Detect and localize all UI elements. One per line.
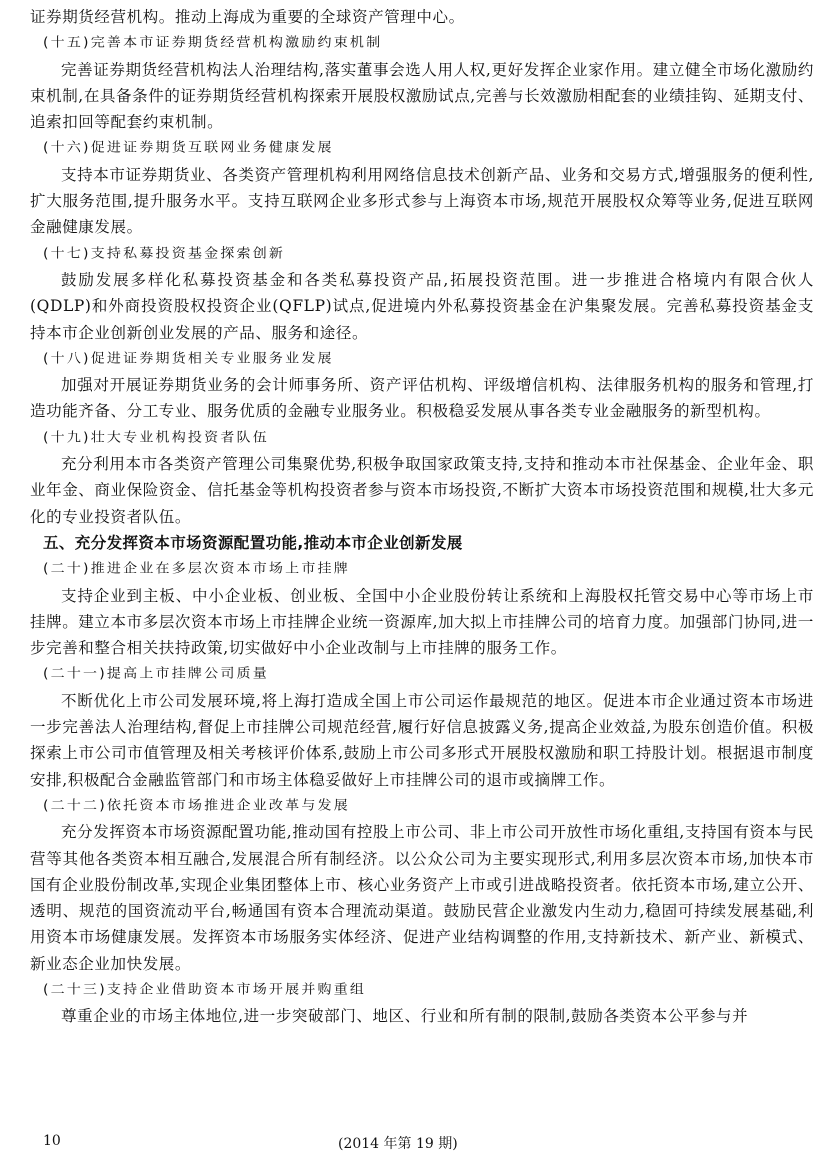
subsection-heading: (十九)壮大专业机构投资者队伍 xyxy=(43,430,269,446)
subsection-heading: (十六)促进证券期货互联网业务健康发展 xyxy=(43,141,334,156)
subsection-heading: (十五)完善本市证券期货经营机构激励约束机制 xyxy=(43,35,383,51)
paragraph: 充分利用本市各类资产管理公司集聚优势,积极争取国家政策支持,支持和推动本市社保基金、企业年金、职业年金、商业保险资金、信托基金等机构投资者参与资本市场投资,不断扩大资本市场投资范围和规模,壮大多元化的专业投资者队伍。 xyxy=(30,455,814,526)
subsection-heading: (二十三)支持企业借助资本市场开展并购重组 xyxy=(43,982,367,998)
subsection-heading: (十七)支持私募投资基金探索创新 xyxy=(43,246,286,262)
paragraph: 加强对开展证券期货业务的会计师事务所、资产评估机构、评级增信机构、法律服务机构的服务和管理,打造功能齐备、分工专业、服务优质的金融专业服务业。积极稳妥发展从事各类专业金融服务的新型机构。 xyxy=(30,376,814,421)
paragraph: 尊重企业的市场主体地位,进一步突破部门、地区、行业和所有制的限制,鼓励各类资本公平参与并 xyxy=(61,1007,749,1026)
subsection-heading: (二十二)依托资本市场推进企业改革与发展 xyxy=(43,798,350,814)
paragraph: 支持企业到主板、中小企业板、创业板、全国中小企业股份转让系统和上海股权托管交易中心等市场上市挂牌。建立本市多层次资本市场上市挂牌企业统一资源库,加大拟上市挂牌公司的培育力度。加强部门协同,进一步完善和整合相关扶持政策,切实做好中小企业改制与上市挂牌的服务工作。 xyxy=(30,586,814,658)
subsection-heading: (十八)促进证券期货相关专业服务业发展 xyxy=(43,351,334,367)
paragraph: 充分发挥资本市场资源配置功能,推动国有控股上市公司、非上市公司开放性市场化重组,支持国有资本与民营等其他各类资本相互融合,发展混合所有制经济。以公众公司为主要实现形式,利用多层次资本市场,加快本市国有企业股份制改革,实现企业集团整体上市、核心业务资产上市或引进战略投资者。依托资本市场,建立公开、透明、规范的国资流动平台,畅通国有资本合理流动渠道。鼓励民营企业激发内生动力,稳固可持续发展基础,利用资本市场健康发展。发挥资本市场服务实体经济、促进产业结构调整的作用,支持新技术、新产业、新模式、新业态企业加快发展。 xyxy=(30,823,814,973)
document-body xyxy=(30,4,814,1030)
page-number: 10 xyxy=(43,1133,61,1149)
issue-label: (2014 年第 19 期) xyxy=(338,1136,458,1152)
page-footer xyxy=(0,1133,827,1157)
section-heading: 五、充分发挥资本市场资源配置功能,推动本市企业创新发展 xyxy=(43,533,463,552)
paragraph: 支持本市证券期货业、各类资产管理机构利用网络信息技术创新产品、业务和交易方式,增强服务的便利性,扩大服务范围,提升服务水平。支持互联网企业多形式参与上海资本市场,规范开展股权众筹等业务,促进互联网金融健康发展。 xyxy=(30,165,814,237)
paragraph: 证券期货经营机构。推动上海成为重要的全球资产管理中心。 xyxy=(30,8,465,26)
subsection-heading: (二十一)提高上市挂牌公司质量 xyxy=(43,667,269,682)
subsection-heading: (二十)推进企业在多层次资本市场上市挂牌 xyxy=(43,561,350,577)
paragraph: 不断优化上市公司发展环境,将上海打造成全国上市公司运作最规范的地区。促进本市企业通过资本市场进一步完善法人治理结构,督促上市挂牌公司规范经营,履行好信息披露义务,提高企业效益,为股东创造价值。积极探索上市公司市值管理及相关考核评价体系,鼓励上市公司多形式开展股权激励和职工持股计划。根据退市制度安排,积极配合金融监管部门和市场主体稳妥做好上市挂牌公司的退市或摘牌工作。 xyxy=(30,691,814,789)
paragraph: 完善证券期货经营机构法人治理结构,落实董事会选人用人权,更好发挥企业家作用。建立健全市场化激励约束机制,在具备条件的证券期货经营机构探索开展股权激励试点,完善与长效激励相配套的业绩挂钩、延期支付、追索扣回等配套约束机制。 xyxy=(30,60,814,132)
paragraph: 鼓励发展多样化私募投资基金和各类私募投资产品,拓展投资范围。进一步推进合格境内有限合伙人(QDLP)和外商投资股权投资企业(QFLP)试点,促进境内外私募投资基金在沪集聚发展。完善私募投资基金支持本市企业创新创业发展的产品、服务和途径。 xyxy=(30,270,814,342)
